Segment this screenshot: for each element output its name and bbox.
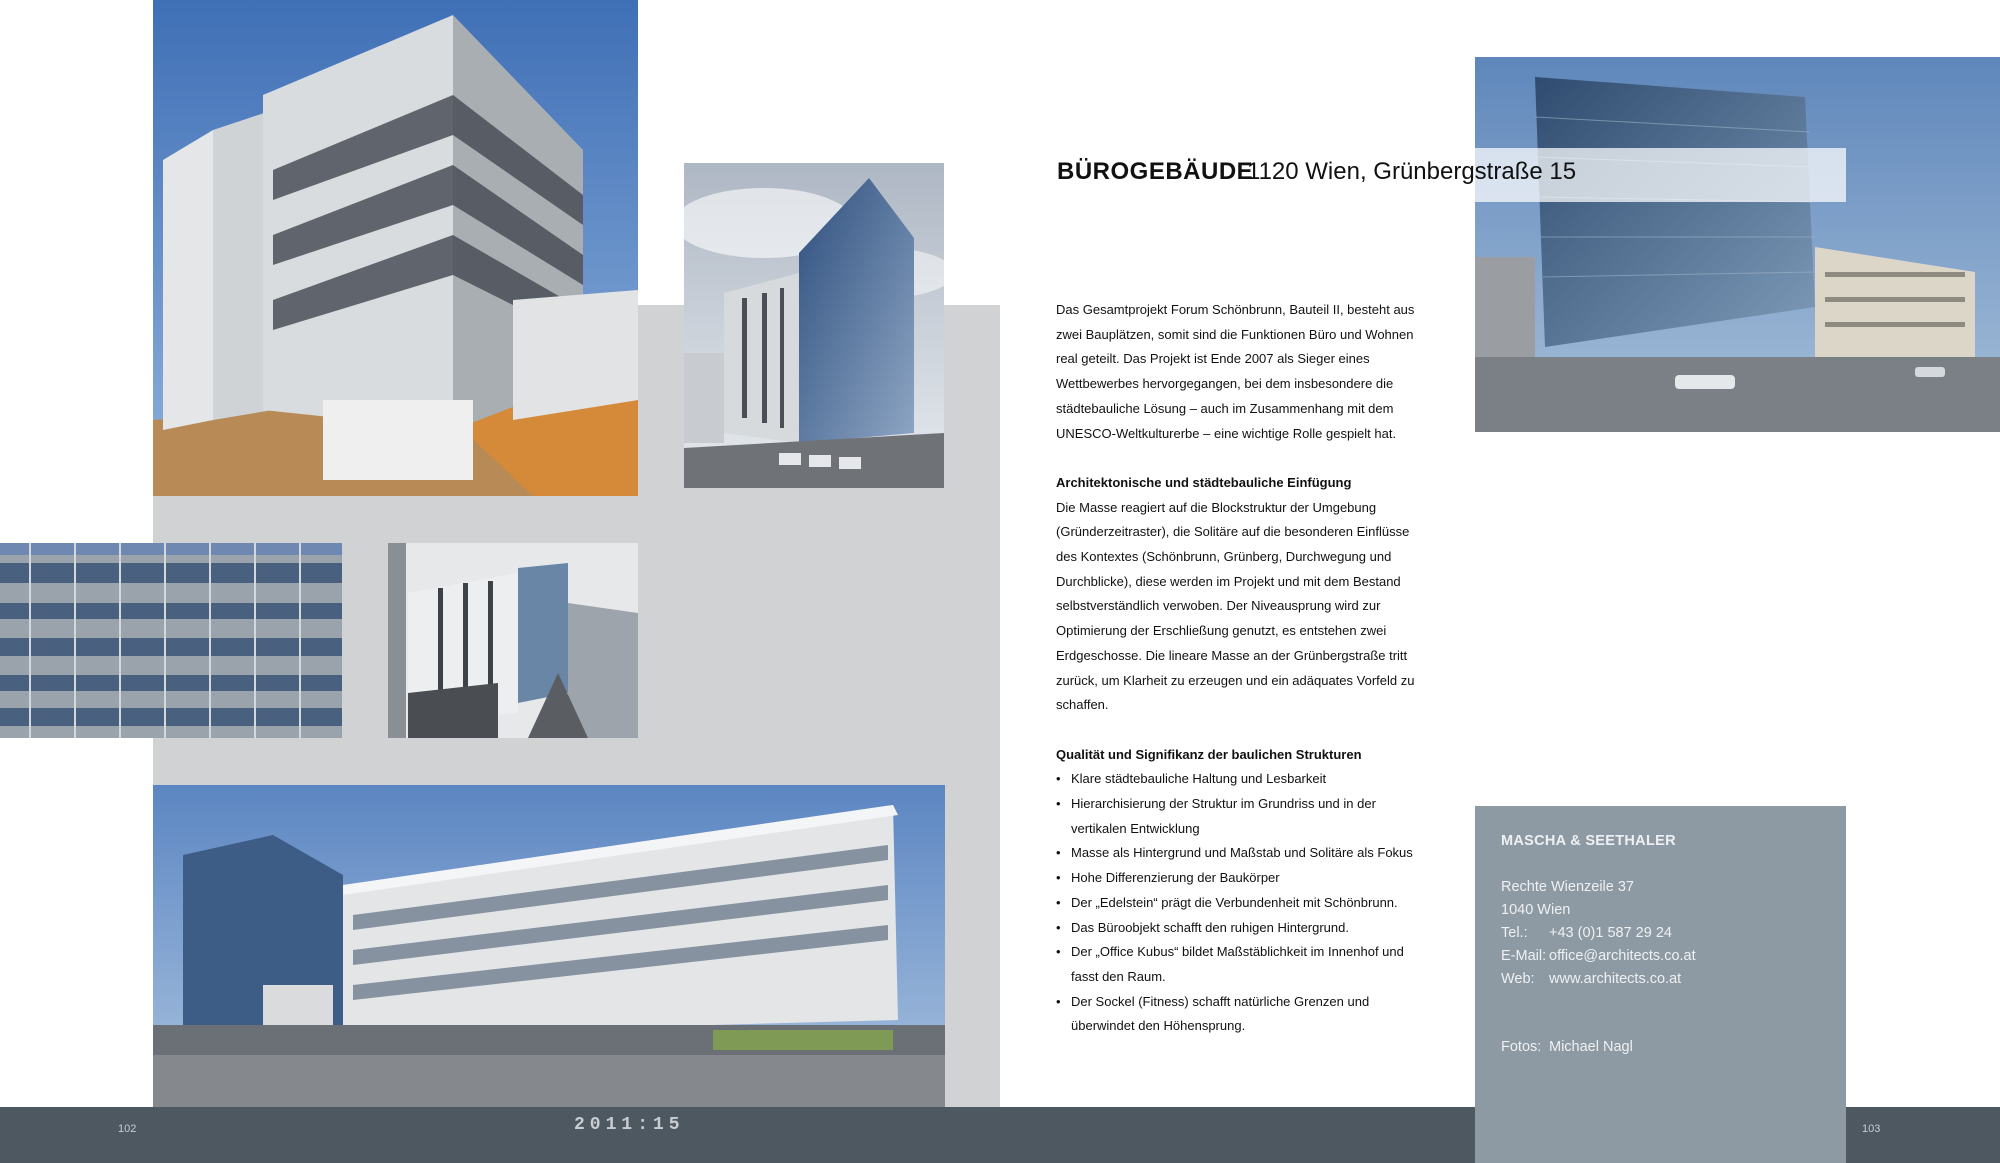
page-title: BÜROGEBÄUDE [1057,158,1254,185]
web-row [1501,968,1696,991]
city-address: 1040 Wien [1501,902,1571,918]
list-item: • Hohe Differenzierung der Baukörper [1056,866,1426,891]
article-body [1056,298,1426,1039]
section-paragraph: Die Masse reagiert auf die Blockstruktur der Umgebung (Gründerzeitraster), die Solitäre auf die besonderen Einflüsse des Kontextes (Schönbrunn, Grünberg, Durchwegung und Durchblicke), diese werden im Projekt und mit dem Bestand selbstverständlich verwoben. Der Niveausprung wird zur Optimierung der Erschließung genutzt, es entstehen zwei Erdgeschosse. Die lineare Masse an der Grünbergstraße tritt zurück, um Klarheit zu erzeugen und ein adäquates Vorfeld zu schaffen. [1056,499,1415,713]
photo-credit [1501,1039,1633,1055]
phone-number: +43 (0)1 587 29 24 [1549,925,1672,941]
feature-list [1056,767,1426,1039]
project-location: 1120 Wien, Grünbergstraße 15 [1247,158,1577,185]
photo-building-panorama [153,785,945,1107]
photo-facade-detail [0,543,342,738]
list-item: • Der „Edelstein“ prägt die Verbundenheit mit Schönbrunn. [1056,891,1426,916]
email-row [1501,945,1696,968]
list-item: • Das Büroobjekt schafft den ruhigen Hintergrund. [1056,916,1426,941]
page-number-left: 102 [118,1123,137,1135]
phone-row [1501,922,1696,945]
contact-details [1501,876,1696,991]
magazine-brand: 2011:15 [574,1115,685,1135]
email-label: E-Mail: [1501,948,1547,964]
photo-glass-facade-street [1475,57,2000,432]
phone-label: Tel.: [1501,925,1528,941]
street-address: Rechte Wienzeile 37 [1501,879,1634,895]
intro-paragraph: Das Gesamtprojekt Forum Schönbrunn, Bauteil II, besteht aus zwei Bauplätzen, somit sind die Funktionen Büro und Wohnen real geteilt. Das Projekt ist Ende 2007 als Sieger eines Wettbewerbes hervorgegangen, bei dem insbesondere die städtebauliche Lösung – auch im Zusammenhang mit dem UNESCO-Weltkulturerbe – eine wichtige Rolle gespielt hat. [1056,302,1415,441]
contact-box [1475,806,1846,1163]
photo-glass-tower [684,163,944,488]
list-item: • Hierarchisierung der Struktur im Grundriss und in der vertikalen Entwicklung [1056,792,1426,841]
page-number-right: 103 [1862,1123,1881,1135]
photo-building-corner [153,0,638,496]
photo-street-courtyard [388,543,638,738]
section-heading: Qualität und Signifikanz der baulichen Strukturen [1056,746,1362,762]
photo-credit-label: Fotos: [1501,1039,1542,1055]
list-item: • Der „Office Kubus“ bildet Maßstäblichkeit im Innenhof und fasst den Raum. [1056,940,1426,989]
photographer-name: Michael Nagl [1549,1039,1633,1055]
web-label: Web: [1501,971,1535,987]
web-link[interactable]: www.architects.co.at [1549,971,1682,987]
email-link[interactable]: office@architects.co.at [1549,948,1696,964]
list-item: • Masse als Hintergrund und Maßstab und Solitäre als Fokus [1056,841,1426,866]
list-item: • Klare städtebauliche Haltung und Lesbarkeit [1056,767,1426,792]
section-heading: Architektonische und städtebauliche Einfügung [1056,474,1352,490]
list-item: • Der Sockel (Fitness) schafft natürliche Grenzen und überwindet den Höhensprung. [1056,990,1426,1039]
firm-name: MASCHA & SEETHALER [1501,833,1676,849]
